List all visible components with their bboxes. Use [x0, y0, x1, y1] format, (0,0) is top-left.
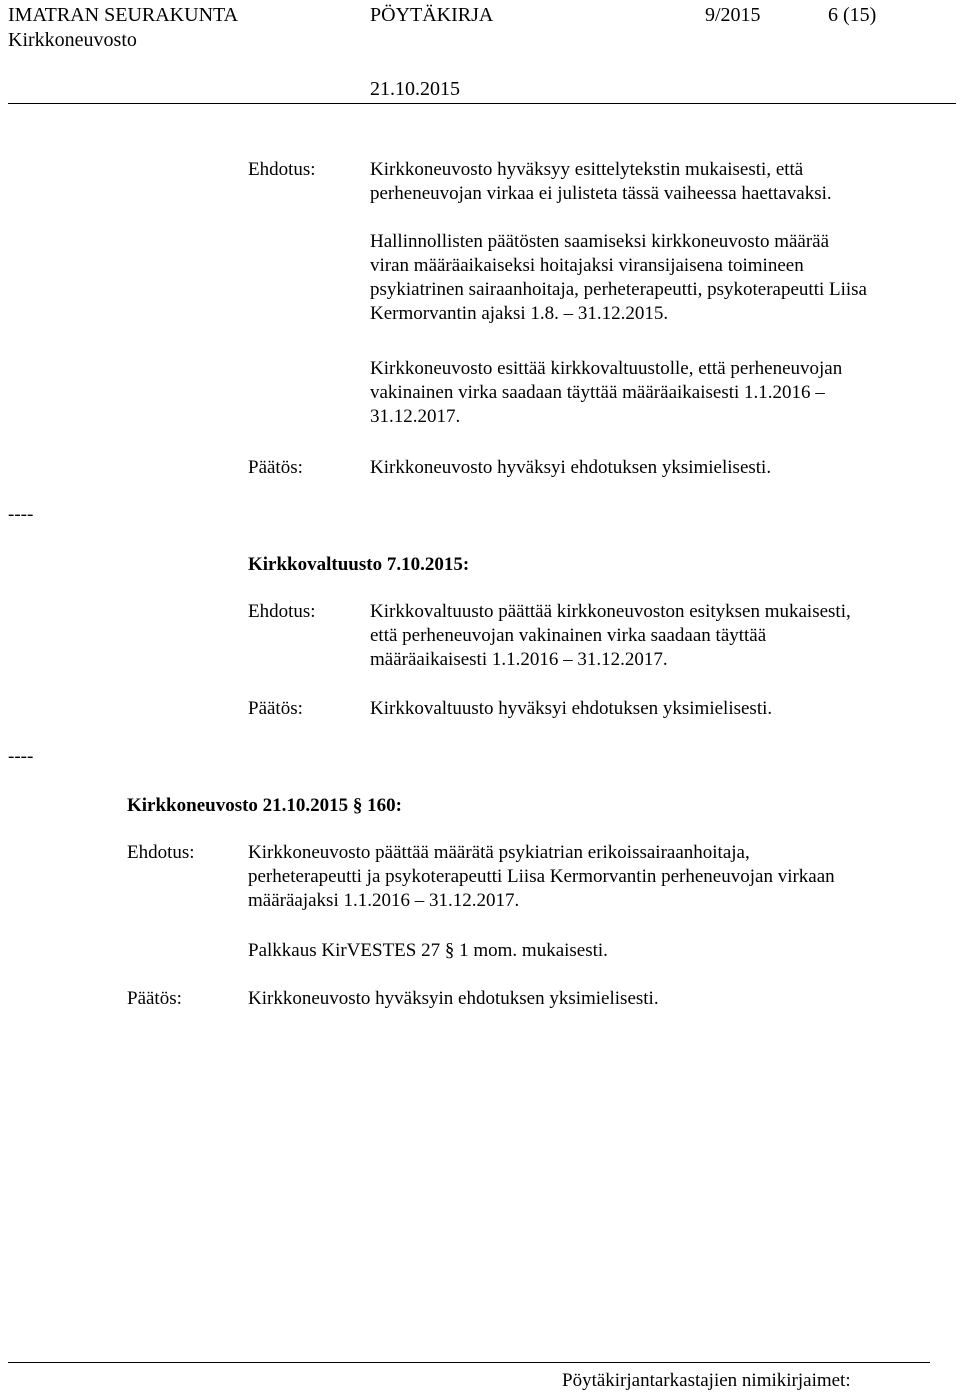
interim-appointment-text: Hallinnollisten päätösten saamiseksi kirkkoneuvosto määrää viran määräaikaiseksi hoitajaksi viransijaisena toimineen psykiatrinen sairaanhoitaja, perheterapeutti, psykoterapeutti Liisa Kermorvantin ajaksi 1.8. – 31.12.2015. [370, 231, 867, 324]
decision-text: Kirkkoneuvosto hyväksyin ehdotuksen yksimielisesti. [248, 988, 659, 1009]
proposal-text: Kirkkoneuvosto päättää määrätä psykiatrian erikoissairaanhoitaja, perheterapeutti ja psykoterapeutti Liisa Kermorvantin perheneuvojan virkaan määräajaksi 1.1.2016 – 31.12.2017. [248, 842, 835, 911]
header-doc-type: PÖYTÄKIRJA [370, 4, 494, 26]
proposal-text: Kirkkoneuvosto hyväksyy esittelytekstin mukaisesti, että perheneuvojan virkaa ei julisteta tässä vaiheessa haettavaksi. [370, 159, 832, 204]
header-rule [8, 103, 956, 104]
proposal-label: Ehdotus: [127, 842, 195, 863]
initials-label: Pöytäkirjantarkastajien nimikirjaimet: [562, 1370, 851, 1391]
header-org: IMATRAN SEURAKUNTA [8, 4, 239, 26]
decision-label: Päätös: [248, 457, 303, 478]
council-proposal-text: Kirkkoneuvosto esittää kirkkovaltuustolle, että perheneuvojan vakinainen virka saadaan täyttää määräaikaisesti 1.1.2016 – 31.12.2017. [370, 358, 843, 427]
decision-label: Päätös: [127, 988, 182, 1009]
decision-label: Päätös: [248, 698, 303, 719]
section-heading: Kirkkoneuvosto 21.10.2015 § 160: [127, 795, 402, 816]
header-date: 21.10.2015 [370, 78, 460, 100]
header-page: 6 (15) [828, 4, 877, 26]
section-heading: Kirkkovaltuusto 7.10.2015: [248, 554, 470, 575]
proposal-label: Ehdotus: [248, 159, 316, 180]
header-body: Kirkkoneuvosto [8, 29, 137, 51]
salary-text: Palkkaus KirVESTES 27 § 1 mom. mukaisesti. [248, 940, 608, 961]
proposal-text: Kirkkovaltuusto päättää kirkkoneuvoston esityksen mukaisesti, että perheneuvojan vakinainen virka saadaan täyttää määräaikaisesti 1.1.2016 – 31.12.2017. [370, 601, 851, 670]
separator: ---- [8, 746, 34, 767]
decision-text: Kirkkovaltuusto hyväksyi ehdotuksen yksimielisesti. [370, 698, 773, 719]
footer-rule [8, 1362, 930, 1363]
header-number: 9/2015 [705, 4, 761, 26]
separator: ---- [8, 504, 34, 525]
decision-text: Kirkkoneuvosto hyväksyi ehdotuksen yksimielisesti. [370, 457, 772, 478]
proposal-label: Ehdotus: [248, 601, 316, 622]
